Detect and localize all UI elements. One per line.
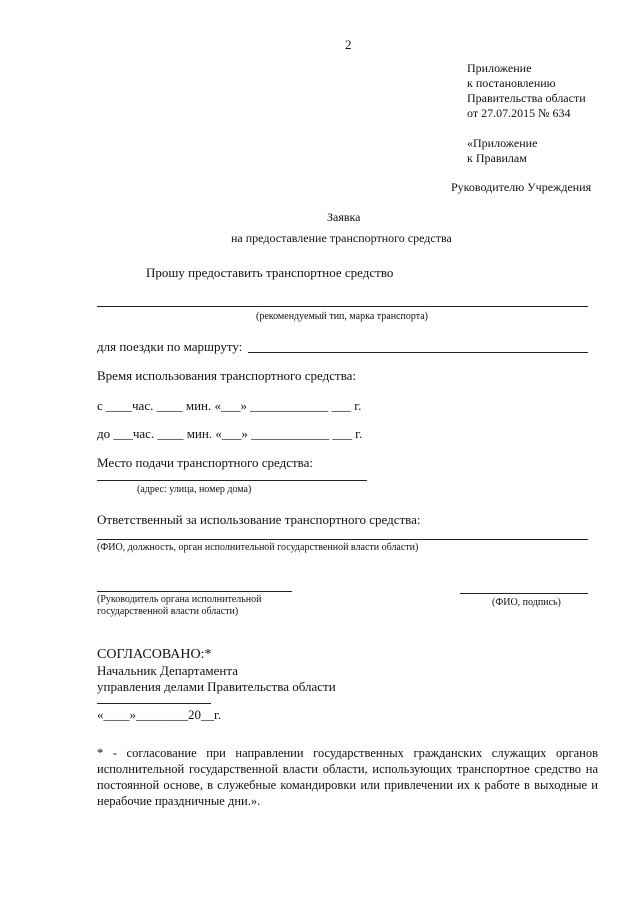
route-line xyxy=(248,352,588,353)
head-line xyxy=(97,591,292,592)
pickup-line xyxy=(97,480,367,481)
footnote: * - согласование при направлении государственных гражданских служащих органов исполнительной государственной власти области, использующих транспортное средство на постоянной основе, в служебные командировки или привлечении их к работе в выходные и нерабочие праздничные дни.». xyxy=(97,746,598,808)
time-from: с ____час. ____ мин. «___» ____________ ___ г. xyxy=(97,398,362,413)
pickup-caption: (адрес: улица, номер дома) xyxy=(137,484,252,495)
approved-label: СОГЛАСОВАНО:* xyxy=(97,647,212,662)
route-label: для поездки по маршруту: xyxy=(97,339,243,354)
responsible-caption: (ФИО, должность, орган исполнительной государственной власти области) xyxy=(97,542,419,553)
responsible-line xyxy=(97,539,588,540)
head-caption: (Руководитель органа исполнительной xyxy=(97,594,262,605)
vehicle-line xyxy=(97,306,588,307)
approved-position: Начальник Департамента xyxy=(97,663,238,678)
approved-position: управления делами Правительства области xyxy=(97,679,336,694)
pickup-label: Место подачи транспортного средства: xyxy=(97,455,314,470)
request-text: Прошу предоставить транспортное средство xyxy=(146,265,394,280)
approved-date: «____»________20__г. xyxy=(97,707,222,722)
vehicle-caption: (рекомендуемый тип, марка транспорта) xyxy=(256,311,428,322)
annex-line: от 27.07.2015 № 634 xyxy=(467,106,571,120)
annex-line: «Приложение xyxy=(467,136,538,150)
form-subtitle: на предоставление транспортного средства xyxy=(231,231,452,245)
signature-line xyxy=(460,593,588,594)
signature-caption: (ФИО, подпись) xyxy=(492,597,561,608)
page-number: 2 xyxy=(345,37,352,52)
annex-line: к Правилам xyxy=(467,151,527,165)
time-label: Время использования транспортного средства: xyxy=(97,368,357,383)
time-to: до ___час. ____ мин. «___» ____________ ___ г. xyxy=(97,426,363,441)
addressee: Руководителю Учреждения xyxy=(451,180,592,194)
form-title: Заявка xyxy=(327,210,361,224)
annex-line: Правительства области xyxy=(467,91,586,105)
head-caption: государственной власти области) xyxy=(97,606,239,617)
annex-line: Приложение xyxy=(467,61,532,75)
responsible-label: Ответственный за использование транспортного средства: xyxy=(97,512,421,527)
approved-signature-line xyxy=(97,703,211,704)
annex-line: к постановлению xyxy=(467,76,556,90)
